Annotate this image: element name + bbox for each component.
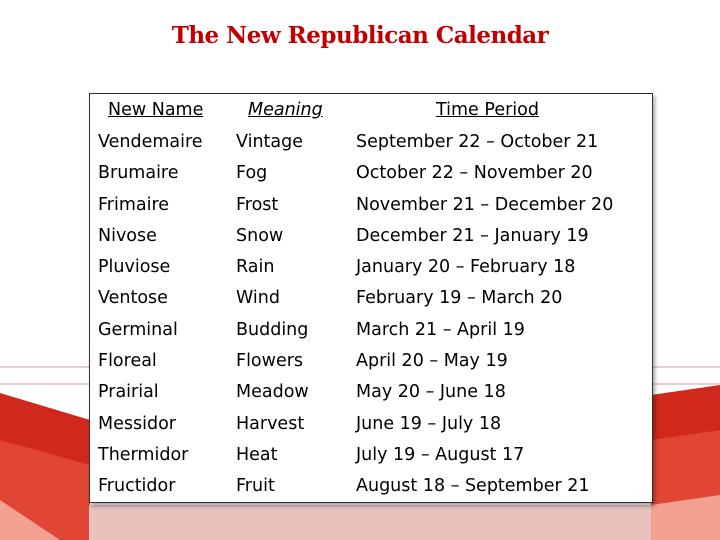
month-name-cell: Pluviose [98, 257, 171, 278]
month-name-cell: Messidor [98, 413, 176, 434]
table-row [90, 471, 652, 502]
header-meaning: Meaning [248, 100, 323, 121]
meaning-cell: Flowers [236, 351, 304, 372]
time-period-cell: February 19 – March 20 [356, 288, 563, 309]
month-name-cell: Vendemaire [98, 131, 203, 152]
page-title: The New Republican Calendar [171, 22, 549, 49]
meaning-cell: Fruit [236, 476, 275, 497]
month-name-cell: Prairial [98, 382, 159, 403]
month-name-cell: Brumaire [98, 163, 179, 184]
meaning-cell: Frost [236, 194, 279, 215]
meaning-cell: Fog [236, 163, 268, 184]
calendar-table [89, 93, 653, 503]
meaning-cell: Wind [236, 288, 280, 309]
time-period-cell: May 20 – June 18 [356, 382, 506, 403]
time-period-cell: April 20 – May 19 [356, 351, 508, 372]
table-row [90, 283, 652, 314]
time-period-cell: March 21 – April 19 [356, 319, 525, 340]
meaning-cell: Rain [236, 257, 275, 278]
time-period-cell: September 22 – October 21 [356, 131, 599, 152]
table-row [90, 126, 652, 157]
table-row [90, 252, 652, 283]
month-name-cell: Thermidor [98, 444, 189, 465]
month-name-cell: Frimaire [98, 194, 170, 215]
pink-band-bottom [89, 505, 651, 540]
meaning-cell: Meadow [236, 382, 309, 403]
table-header-row [90, 94, 652, 126]
meaning-cell: Harvest [236, 413, 305, 434]
table-row [90, 377, 652, 408]
table-row [90, 345, 652, 376]
meaning-cell: Snow [236, 225, 284, 246]
time-period-cell: June 19 – July 18 [356, 413, 502, 434]
meaning-cell: Heat [236, 444, 278, 465]
time-period-cell: July 19 – August 17 [356, 444, 525, 465]
meaning-cell: Vintage [236, 131, 304, 152]
time-period-cell: December 21 – January 19 [356, 225, 589, 246]
header-new-name: New Name [108, 100, 204, 121]
table-row [90, 408, 652, 439]
month-name-cell: Floreal [98, 351, 157, 372]
month-name-cell: Fructidor [98, 476, 176, 497]
table-row [90, 158, 652, 189]
meaning-cell: Budding [236, 319, 309, 340]
table-row [90, 189, 652, 220]
table-row [90, 439, 652, 470]
header-time-period: Time Period [436, 100, 539, 121]
time-period-cell: October 22 – November 20 [356, 163, 593, 184]
month-name-cell: Germinal [98, 319, 178, 340]
time-period-cell: August 18 – September 21 [356, 476, 590, 497]
table-row [90, 314, 652, 345]
time-period-cell: January 20 – February 18 [356, 257, 576, 278]
month-name-cell: Ventose [98, 288, 168, 309]
table-row [90, 220, 652, 251]
time-period-cell: November 21 – December 20 [356, 194, 614, 215]
month-name-cell: Nivose [98, 225, 157, 246]
